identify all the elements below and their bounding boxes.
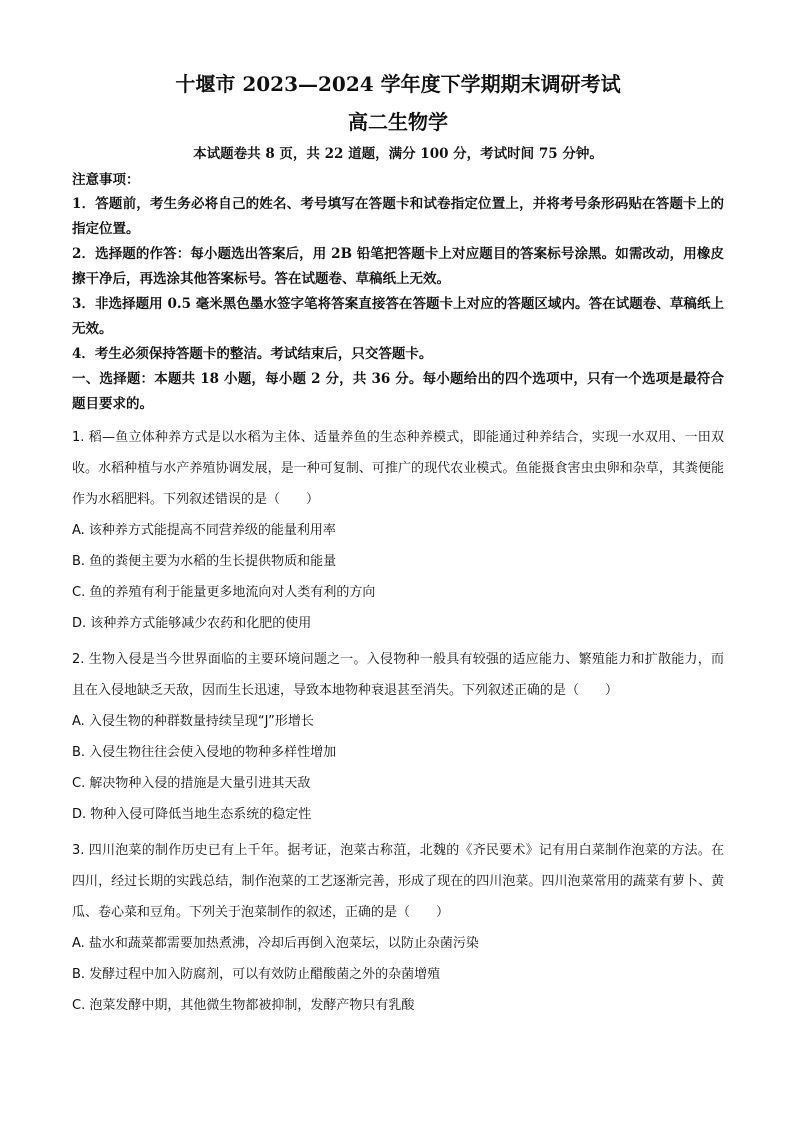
exam-subject: 高二生物学 bbox=[348, 110, 448, 134]
option-c: C. 解决物种入侵的措施是大量引进其天敌 bbox=[72, 776, 311, 791]
option-d: D. 物种入侵可降低当地生态系统的稳定性 bbox=[72, 807, 312, 822]
question-1 bbox=[72, 422, 724, 639]
option-b: B. 入侵生物往往会使入侵地的物种多样性增加 bbox=[72, 745, 337, 760]
question-stem: 1. 稻—鱼立体种养方式是以水稻为主体、适量养鱼的生态种养模式，即能通过种养结合，实现一水双用、一田双收。水稻种植与水产养殖协调发展，是一种可复制、可推广的现代农业模式。鱼能摄食害虫虫卵和杂草，其粪便能作为水稻肥料。下列叙述错误的是（ ） bbox=[72, 430, 724, 507]
note-item: 3．非选择题用 0.5 毫米黑色墨水签字笔将答案直接答在答题卡上对应的答题区域内。答在试题卷、草稿纸上无效。 bbox=[72, 296, 724, 337]
question-stem: 3. 四川泡菜的制作历史已有上千年。据考证，泡菜古称菹，北魏的《齐民要术》记有用白菜制作泡菜的方法。在四川，经过长期的实践总结，制作泡菜的工艺逐渐完善，形成了现在的四川泡菜。四川泡菜常用的蔬菜有萝卜、黄瓜、卷心菜和豆角。下列关于泡菜制作的叙述，正确的是（ ） bbox=[72, 843, 724, 920]
option-c: C. 泡菜发酵中期，其他微生物都被抑制，发酵产物只有乳酸 bbox=[72, 998, 415, 1013]
exam-info: 本试题卷共 8 页，共 22 道题，满分 100 分，考试时间 75 分钟。 bbox=[193, 146, 603, 162]
option-a: A. 该种养方式能提高不同营养级的能量利用率 bbox=[72, 523, 336, 538]
option-d: D. 该种养方式能够减少农药和化肥的使用 bbox=[72, 616, 312, 631]
option-c: C. 鱼的养殖有利于能量更多地流向对人类有利的方向 bbox=[72, 585, 376, 600]
note-item: 1．答题前，考生务必将自己的姓名、考号填写在答题卡和试卷指定位置上，并将考号条形码贴在答题卡上的指定位置。 bbox=[72, 196, 724, 237]
question-stem: 2. 生物入侵是当今世界面临的主要环境问题之一。入侵物种一般具有较强的适应能力、繁殖能力和扩散能力，而且在入侵地缺乏天敌，因而生长迅速，导致本地物种衰退甚至消失。下列叙述正确的是（ ） bbox=[72, 652, 724, 698]
exam-title: 十堰市 2023—2024 学年度下学期期末调研考试 bbox=[175, 72, 621, 96]
option-b: B. 鱼的粪便主要为水稻的生长提供物质和能量 bbox=[72, 554, 337, 569]
option-a: A. 入侵生物的种群数量持续呈现“J”形增长 bbox=[72, 714, 314, 729]
question-3 bbox=[72, 835, 724, 1021]
section-heading: 一、选择题：本题共 18 小题，每小题 2 分，共 36 分。每小题给出的四个选项中，只有一个选项是最符合题目要求的。 bbox=[72, 371, 724, 412]
note-item: 2．选择题的作答：每小题选出答案后，用 2B 铅笔把答题卡上对应题目的答案标号涂黑。如需改动，用橡皮擦干净后，再选涂其他答案标号。答在试题卷、草稿纸上无效。 bbox=[72, 246, 724, 287]
notes-heading: 注意事项： bbox=[72, 172, 140, 188]
exam-page bbox=[72, 68, 724, 1021]
question-2 bbox=[72, 644, 724, 830]
notes-block bbox=[72, 168, 724, 367]
note-item: 4．考生必须保持答题卡的整洁。考试结束后，只交答题卡。 bbox=[72, 346, 433, 362]
option-b: B. 发酵过程中加入防腐剂，可以有效防止醋酸菌之外的杂菌增殖 bbox=[72, 967, 441, 982]
option-a: A. 盐水和蔬菜都需要加热煮沸，冷却后再倒入泡菜坛，以防止杂菌污染 bbox=[72, 936, 479, 951]
